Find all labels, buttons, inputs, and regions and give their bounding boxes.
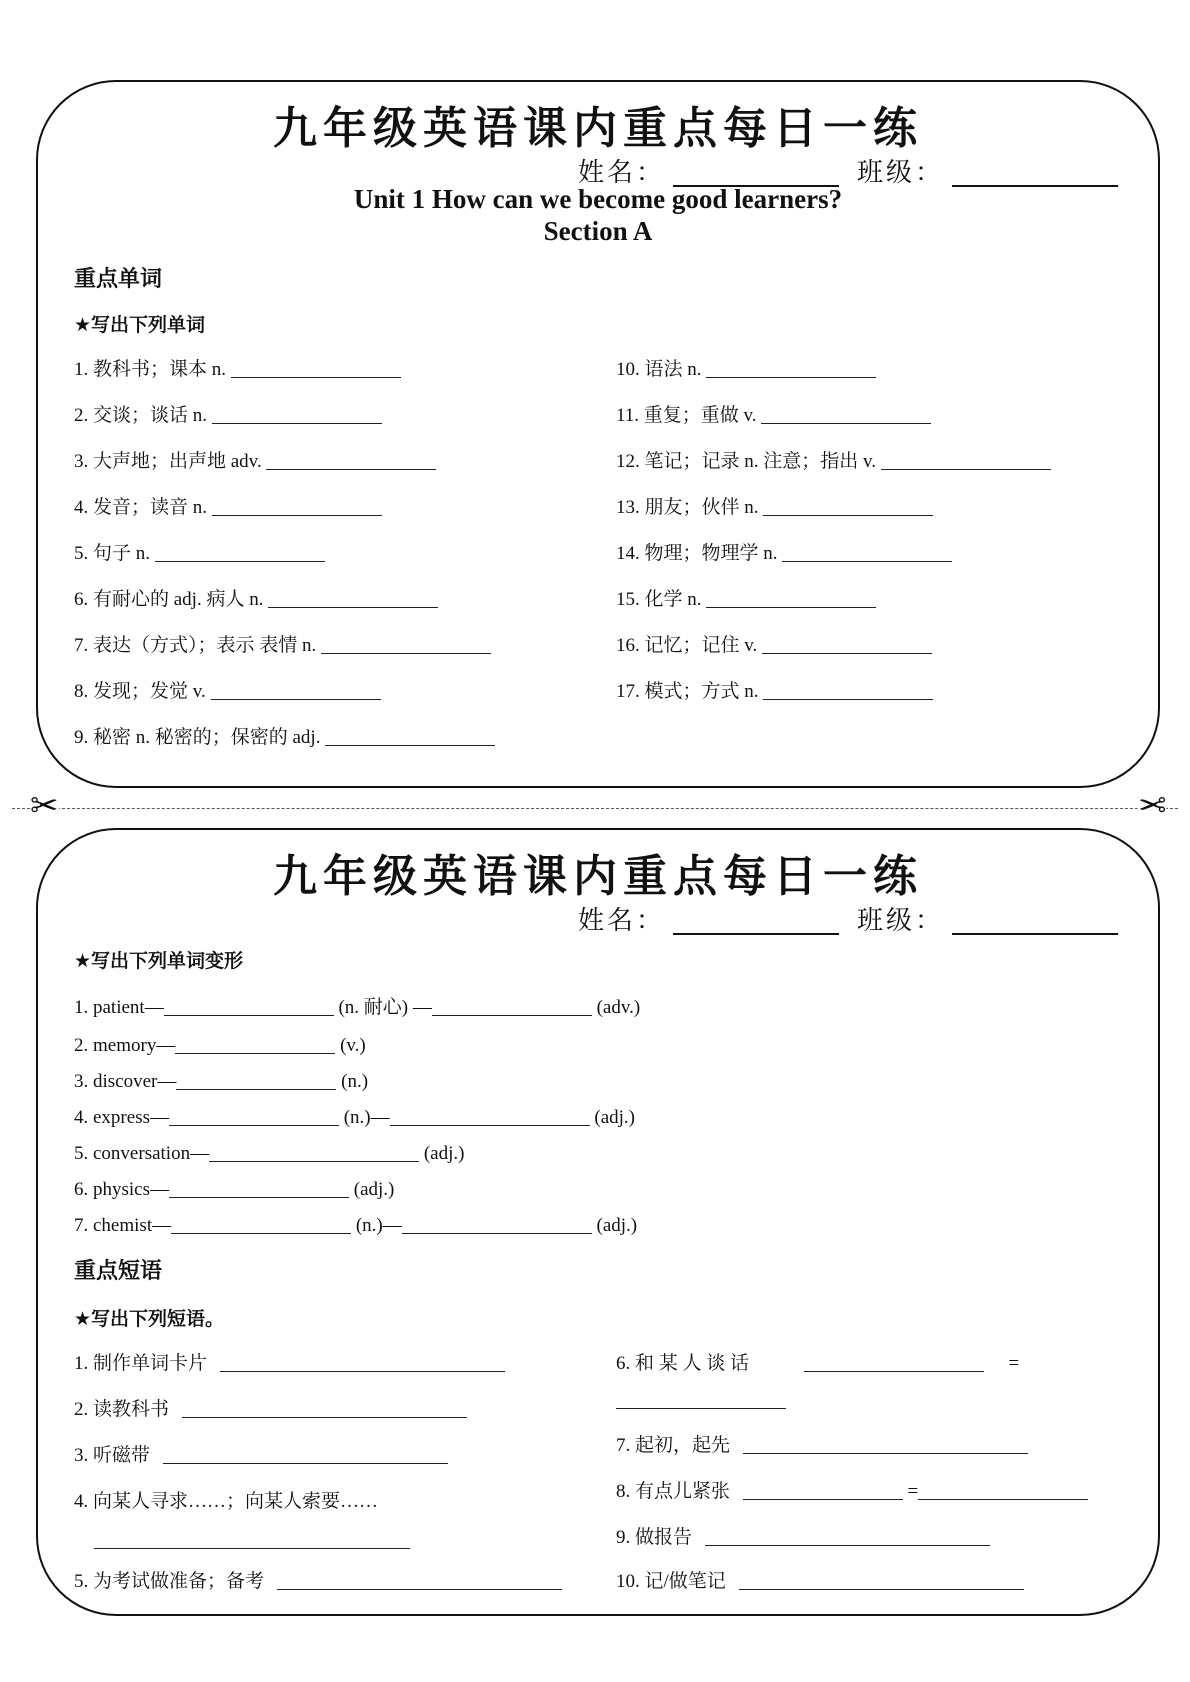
answer-blank[interactable] [209,1160,419,1162]
answer-blank[interactable] [169,1124,339,1126]
vocab-item: 2. 交谈；谈话 n. [74,400,382,427]
answer-blank[interactable] [325,744,495,746]
phrase-item-blank [616,1390,786,1412]
vocab-item: 8. 发现；发觉 v. [74,676,381,703]
answer-blank[interactable] [155,560,325,562]
vocab-item: 12. 笔记；记录 n. 注意；指出 v. [616,446,1051,473]
worksheet-title: 九年级英语课内重点每日一练 [273,851,923,902]
form-item: 1. patient— (n. 耐心) — (adv.) [74,997,641,1018]
answer-blank[interactable] [171,1232,351,1234]
answer-blank[interactable] [743,1498,903,1500]
answer-blank[interactable] [163,1462,448,1464]
answer-blank[interactable] [739,1588,1024,1590]
answer-blank[interactable] [743,1452,1028,1454]
class-label: 班级： [856,906,944,935]
answer-blank[interactable] [782,560,952,562]
worksheet-card-1 [36,80,1160,788]
answer-blank[interactable] [881,468,1051,470]
vocab-item: 10. 语法 n. [616,354,876,381]
name-class-row [578,900,1118,937]
vocab-item: 1. 教科书；课本 n. [74,354,401,381]
name-label: 姓名： [577,906,665,935]
vocab-item: 13. 朋友；伙伴 n. [616,492,933,519]
vocab-item: 4. 发音；读音 n. [74,492,382,519]
answer-blank[interactable] [266,468,436,470]
class-field[interactable] [952,933,1118,935]
phrases-heading: 重点短语 [74,1259,163,1284]
phrases-instruction: ★写出下列短语。 [74,1308,225,1330]
form-item: 6. physics— (adj.) [74,1179,395,1200]
worksheet-title: 九年级英语课内重点每日一练 [273,103,923,154]
answer-blank[interactable] [169,1196,349,1198]
answer-blank[interactable] [761,422,931,424]
phrase-item: 7. 起初，起先 [616,1430,1028,1457]
vocab-item: 17. 模式；方式 n. [616,676,933,703]
answer-blank[interactable] [763,698,933,700]
form-item: 3. discover— (n.) [74,1071,369,1092]
vocab-item: 14. 物理；物理学 n. [616,538,952,565]
phrase-item-blank [94,1530,410,1552]
name-label: 姓名： [577,158,665,187]
forms-instruction: ★写出下列单词变形 [74,950,244,972]
answer-blank[interactable] [94,1547,410,1549]
phrase-item: 5. 为考试做准备；备考 [74,1566,562,1593]
answer-blank[interactable] [321,652,491,654]
form-item: 4. express— (n.)— (adj.) [74,1107,636,1128]
form-item: 5. conversation— (adj.) [74,1143,465,1164]
answer-blank[interactable] [616,1407,786,1409]
vocab-heading: 重点单词 [74,267,163,292]
vocab-item: 7. 表达（方式）；表示 表情 n. [74,630,491,657]
vocab-item: 9. 秘密 n. 秘密的；保密的 adj. [74,722,495,749]
scissors-icon: ✂ [1137,788,1166,825]
answer-blank[interactable] [277,1588,562,1590]
phrase-item: 4. 向某人寻求……；向某人索要…… [74,1491,379,1512]
worksheet-card-2 [36,828,1160,1616]
answer-blank[interactable] [804,1370,984,1372]
phrase-item: 10. 记/做笔记 [616,1566,1024,1593]
cut-line [12,808,1178,809]
answer-blank[interactable] [432,1014,592,1016]
answer-blank[interactable] [182,1416,467,1418]
phrase-item: 9. 做报告 [616,1522,990,1549]
vocab-item: 6. 有耐心的 adj. 病人 n. [74,584,438,611]
answer-blank[interactable] [402,1232,592,1234]
name-field[interactable] [673,933,839,935]
vocab-item: 5. 句子 n. [74,538,325,565]
answer-blank[interactable] [212,514,382,516]
phrase-item: 6. 和 某 人 谈 话 = [616,1353,1020,1374]
answer-blank[interactable] [762,652,932,654]
unit-title: Unit 1 How can we become good learners? [353,184,843,214]
answer-blank[interactable] [918,1498,1088,1500]
answer-blank[interactable] [763,514,933,516]
phrase-item: 2. 读教科书 [74,1394,467,1421]
phrase-item: 3. 听磁带 [74,1440,448,1467]
answer-blank[interactable] [220,1370,505,1372]
vocab-item: 16. 记忆；记住 v. [616,630,932,657]
phrase-item: 1. 制作单词卡片 [74,1348,505,1375]
answer-blank[interactable] [706,376,876,378]
phrase-item: 8. 有点儿紧张 = [616,1476,1088,1503]
answer-blank[interactable] [231,376,401,378]
class-label: 班级： [856,158,944,187]
vocab-item: 3. 大声地；出声地 adv. [74,446,436,473]
answer-blank[interactable] [164,1014,334,1016]
answer-blank[interactable] [706,606,876,608]
section-title: Section A [543,216,653,246]
answer-blank[interactable] [175,1052,335,1054]
answer-blank[interactable] [705,1544,990,1546]
vocab-item: 15. 化学 n. [616,584,876,611]
answer-blank[interactable] [268,606,438,608]
answer-blank[interactable] [390,1124,590,1126]
vocab-instruction: ★写出下列单词 [74,314,206,336]
answer-blank[interactable] [176,1088,336,1090]
answer-blank[interactable] [212,422,382,424]
form-item: 2. memory— (v.) [74,1035,366,1056]
form-item: 7. chemist— (n.)— (adj.) [74,1215,638,1236]
scissors-icon: ✂ [30,788,59,825]
vocab-item: 11. 重复；重做 v. [616,400,931,427]
answer-blank[interactable] [211,698,381,700]
